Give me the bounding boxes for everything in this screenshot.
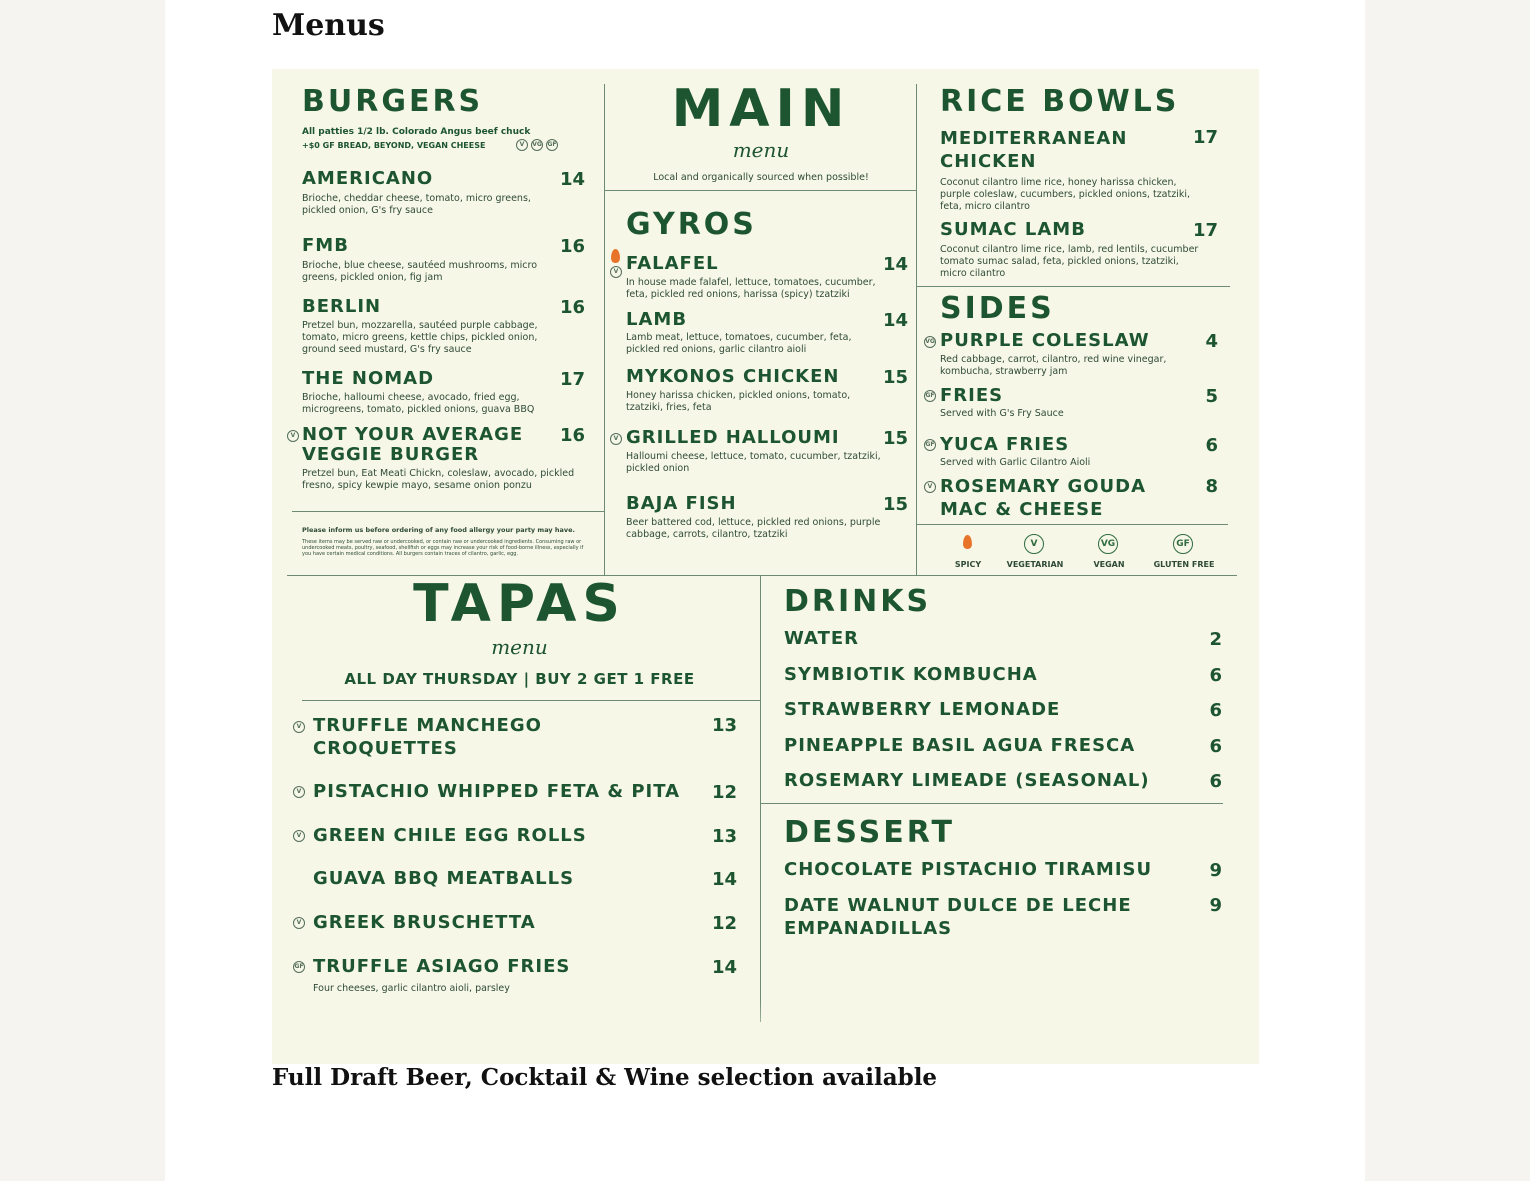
- burger-item-price: 17: [559, 369, 585, 390]
- vegetarian-icon: V: [516, 139, 528, 151]
- rice-bowls-heading: RICE BOWLS: [940, 84, 1180, 119]
- tapas-item-desc: Four cheeses, garlic cilantro aioli, parsley: [313, 983, 510, 994]
- side-item-desc: Served with G's Fry Sauce: [940, 408, 1064, 419]
- main-menu-script: menu: [732, 138, 790, 162]
- legend-label-gluten-free: GLUTEN FREE: [1153, 560, 1215, 569]
- divider: [604, 190, 917, 191]
- allergy-fine-print: These items may be served raw or undercooked, or contain raw or undercooked ingredients. Consuming raw or undercooked meats, poultry, seafood, shellfish or eggs may increase your risk of food-borne illness, especially if you have certain medical conditions. All burgers contain traces of cilantro, garlic, egg.: [302, 539, 584, 557]
- side-item-price: 6: [1205, 435, 1218, 456]
- vegan-icon: VG: [531, 139, 543, 151]
- tapas-item-name: PISTACHIO WHIPPED FETA & PITA: [313, 781, 681, 802]
- drink-item-name: SYMBIOTIK KOMBUCHA: [784, 664, 1038, 685]
- burger-item-desc: Brioche, blue cheese, sautéed mushrooms, micro greens, pickled onion, fig jam: [302, 260, 538, 283]
- gluten-free-icon: GF: [924, 390, 936, 402]
- burger-item-price: 16: [559, 425, 585, 446]
- image-fade: [272, 999, 1259, 1064]
- rice-bowl-item-name: SUMAC LAMB: [940, 219, 1086, 240]
- drink-item-price: 2: [1209, 629, 1222, 650]
- burger-item-desc: Pretzel bun, mozzarella, sautéed purple cabbage, tomato, micro greens, kettle chips, pickled onion, ground seed mustard, G's fry sauce: [302, 320, 538, 355]
- dessert-item-price: 9: [1209, 860, 1222, 881]
- gluten-free-icon: GF: [1173, 534, 1193, 554]
- tapas-item-price: 14: [711, 869, 737, 890]
- burger-item-price: 16: [559, 236, 585, 257]
- divider: [916, 524, 1228, 525]
- tapas-item-price: 13: [711, 826, 737, 847]
- legend-label-vegan: VEGAN: [1093, 560, 1125, 569]
- dessert-item-price: 9: [1209, 895, 1222, 916]
- divider: [916, 286, 1230, 287]
- divider: [916, 84, 917, 576]
- tapas-item-name: TRUFFLE ASIAGO FRIES: [313, 956, 571, 977]
- tapas-promo: ALL DAY THURSDAY | BUY 2 GET 1 FREE: [344, 670, 695, 688]
- vegetarian-icon: V: [924, 481, 936, 493]
- gyro-item-price: 15: [882, 367, 908, 388]
- rice-bowl-item-name: MEDITERRANEAN CHICKEN: [940, 128, 1128, 172]
- gyro-item-name: MYKONOS CHICKEN: [626, 366, 840, 387]
- gyro-item-price: 15: [882, 494, 908, 515]
- gluten-free-icon: GF: [293, 961, 305, 973]
- tapas-item-price: 13: [711, 715, 737, 736]
- rice-bowl-item-desc: Coconut cilantro lime rice, lamb, red lentils, cucumber tomato sumac salad, feta, pickled onions, tzatziki, micro cilantro: [940, 244, 1199, 279]
- gyro-item-desc: Lamb meat, lettuce, tomatoes, cucumber, feta, pickled red onions, garlic cilantro aioli: [626, 332, 852, 355]
- footer-note: Full Draft Beer, Cocktail & Wine selection available: [272, 1064, 938, 1091]
- drink-item-price: 6: [1209, 771, 1222, 792]
- gyro-item-price: 15: [882, 428, 908, 449]
- main-menu-tagline: Local and organically sourced when possible!: [653, 172, 869, 183]
- burger-item-name: THE NOMAD: [302, 368, 435, 389]
- tapas-menu-script: menu: [491, 635, 548, 659]
- vegan-icon: VG: [924, 336, 936, 348]
- side-item-price: 5: [1205, 386, 1218, 407]
- burgers-note-2: +$0 GF BREAD, BEYOND, VEGAN CHEESE: [302, 141, 486, 150]
- vegan-icon: VG: [1098, 534, 1118, 554]
- page-title: Menus: [272, 8, 385, 43]
- side-item-name: FRIES: [940, 385, 1004, 406]
- side-item-name: ROSEMARY GOUDA MAC & CHEESE: [940, 476, 1147, 520]
- drink-item-price: 6: [1209, 700, 1222, 721]
- side-item-name: PURPLE COLESLAW: [940, 330, 1150, 351]
- divider: [760, 575, 761, 1022]
- side-item-price: 8: [1205, 476, 1218, 497]
- drink-item-name: ROSEMARY LIMEADE (SEASONAL): [784, 770, 1150, 791]
- vegetarian-icon: V: [287, 430, 299, 442]
- tapas-menu-title: TAPAS: [413, 574, 626, 634]
- tapas-item-name: GREEK BRUSCHETTA: [313, 912, 536, 933]
- burger-item-desc: Pretzel bun, Eat Meati Chickn, coleslaw, avocado, pickled fresno, spicy kewpie mayo, sesame onion ponzu: [302, 468, 575, 491]
- tapas-item-name: TRUFFLE MANCHEGO CROQUETTES: [313, 715, 542, 759]
- burger-item-desc: Brioche, cheddar cheese, tomato, micro greens, pickled onion, G's fry sauce: [302, 193, 531, 216]
- gyro-item-desc: In house made falafel, lettuce, tomatoes, cucumber, feta, pickled red onions, harissa (spicy) tzatziki: [626, 277, 876, 300]
- side-item-name: YUCA FRIES: [940, 434, 1070, 455]
- gluten-free-icon: GF: [546, 139, 558, 151]
- rice-bowl-item-desc: Coconut cilantro lime rice, honey harissa chicken, purple coleslaw, cucumbers, pickled onions, tzatziki, feta, micro cilantro: [940, 177, 1191, 212]
- vegetarian-icon: V: [610, 433, 622, 445]
- divider: [292, 511, 604, 512]
- burger-item-price: 14: [559, 169, 585, 190]
- drink-item-price: 6: [1209, 736, 1222, 757]
- dessert-item-name: CHOCOLATE PISTACHIO TIRAMISU: [784, 859, 1153, 880]
- side-item-desc: Served with Garlic Cilantro Aioli: [940, 457, 1091, 468]
- spicy-icon: [611, 249, 620, 263]
- rice-bowl-item-price: 17: [1192, 127, 1218, 148]
- burger-item-name: BERLIN: [302, 296, 382, 317]
- divider: [760, 803, 1223, 804]
- tapas-item-price: 12: [711, 782, 737, 803]
- vegetarian-icon: V: [293, 721, 305, 733]
- divider: [604, 84, 605, 576]
- rice-bowl-item-price: 17: [1192, 220, 1218, 241]
- gyro-item-name: GRILLED HALLOUMI: [626, 427, 840, 448]
- gyros-heading: GYROS: [626, 207, 757, 242]
- gyro-item-price: 14: [882, 310, 908, 331]
- menu-image: [272, 69, 1259, 1064]
- gyro-item-desc: Honey harissa chicken, pickled onions, tomato, tzatziki, fries, feta: [626, 390, 851, 413]
- tapas-item-name: GREEN CHILE EGG ROLLS: [313, 825, 587, 846]
- burger-item-name: NOT YOUR AVERAGE VEGGIE BURGER: [302, 424, 524, 465]
- gyro-item-desc: Beer battered cod, lettuce, pickled red onions, purple cabbage, carrots, cilantro, tzatziki: [626, 517, 881, 540]
- vegetarian-icon: V: [293, 917, 305, 929]
- gyro-item-price: 14: [882, 254, 908, 275]
- drink-item-name: WATER: [784, 628, 860, 649]
- burgers-note-1: All patties 1/2 lb. Colorado Angus beef chuck: [302, 127, 531, 137]
- vegetarian-icon: V: [293, 830, 305, 842]
- vegetarian-icon: V: [293, 786, 305, 798]
- gyro-item-name: BAJA FISH: [626, 493, 737, 514]
- main-menu-title: MAIN: [671, 79, 851, 139]
- gyro-item-name: FALAFEL: [626, 253, 719, 274]
- tapas-item-name: GUAVA BBQ MEATBALLS: [313, 868, 575, 889]
- gyro-item-name: LAMB: [626, 309, 688, 330]
- gluten-free-icon: GF: [924, 439, 936, 451]
- allergy-notice: Please inform us before ordering of any food allergy your party may have.: [302, 526, 576, 534]
- drink-item-price: 6: [1209, 665, 1222, 686]
- gyro-item-desc: Halloumi cheese, lettuce, tomato, cucumber, tzatziki, pickled onion: [626, 451, 881, 474]
- drink-item-name: STRAWBERRY LEMONADE: [784, 699, 1061, 720]
- legend-label-vegetarian: VEGETARIAN: [1006, 560, 1064, 569]
- vegetarian-icon: V: [1024, 534, 1044, 554]
- burger-item-desc: Brioche, halloumi cheese, avocado, fried egg, microgreens, tomato, pickled onions, guava BBQ: [302, 392, 535, 415]
- burgers-heading: BURGERS: [302, 84, 484, 119]
- spicy-icon: [963, 535, 972, 549]
- legend-label-spicy: SPICY: [954, 560, 982, 569]
- side-item-price: 4: [1205, 331, 1218, 352]
- burger-item-name: AMERICANO: [302, 168, 434, 189]
- divider: [302, 700, 760, 701]
- drink-item-name: PINEAPPLE BASIL AGUA FRESCA: [784, 735, 1136, 756]
- sides-heading: SIDES: [940, 291, 1055, 326]
- drinks-heading: DRINKS: [784, 584, 932, 619]
- dessert-item-name: DATE WALNUT DULCE DE LECHE EMPANADILLAS: [784, 895, 1132, 939]
- tapas-item-price: 12: [711, 913, 737, 934]
- vegetarian-icon: V: [610, 266, 622, 278]
- dessert-heading: DESSERT: [784, 815, 955, 850]
- tapas-item-price: 14: [711, 957, 737, 978]
- burger-item-price: 16: [559, 297, 585, 318]
- side-item-desc: Red cabbage, carrot, cilantro, red wine vinegar, kombucha, strawberry jam: [940, 354, 1167, 377]
- burger-item-name: FMB: [302, 235, 349, 256]
- page-container: [165, 0, 1365, 1181]
